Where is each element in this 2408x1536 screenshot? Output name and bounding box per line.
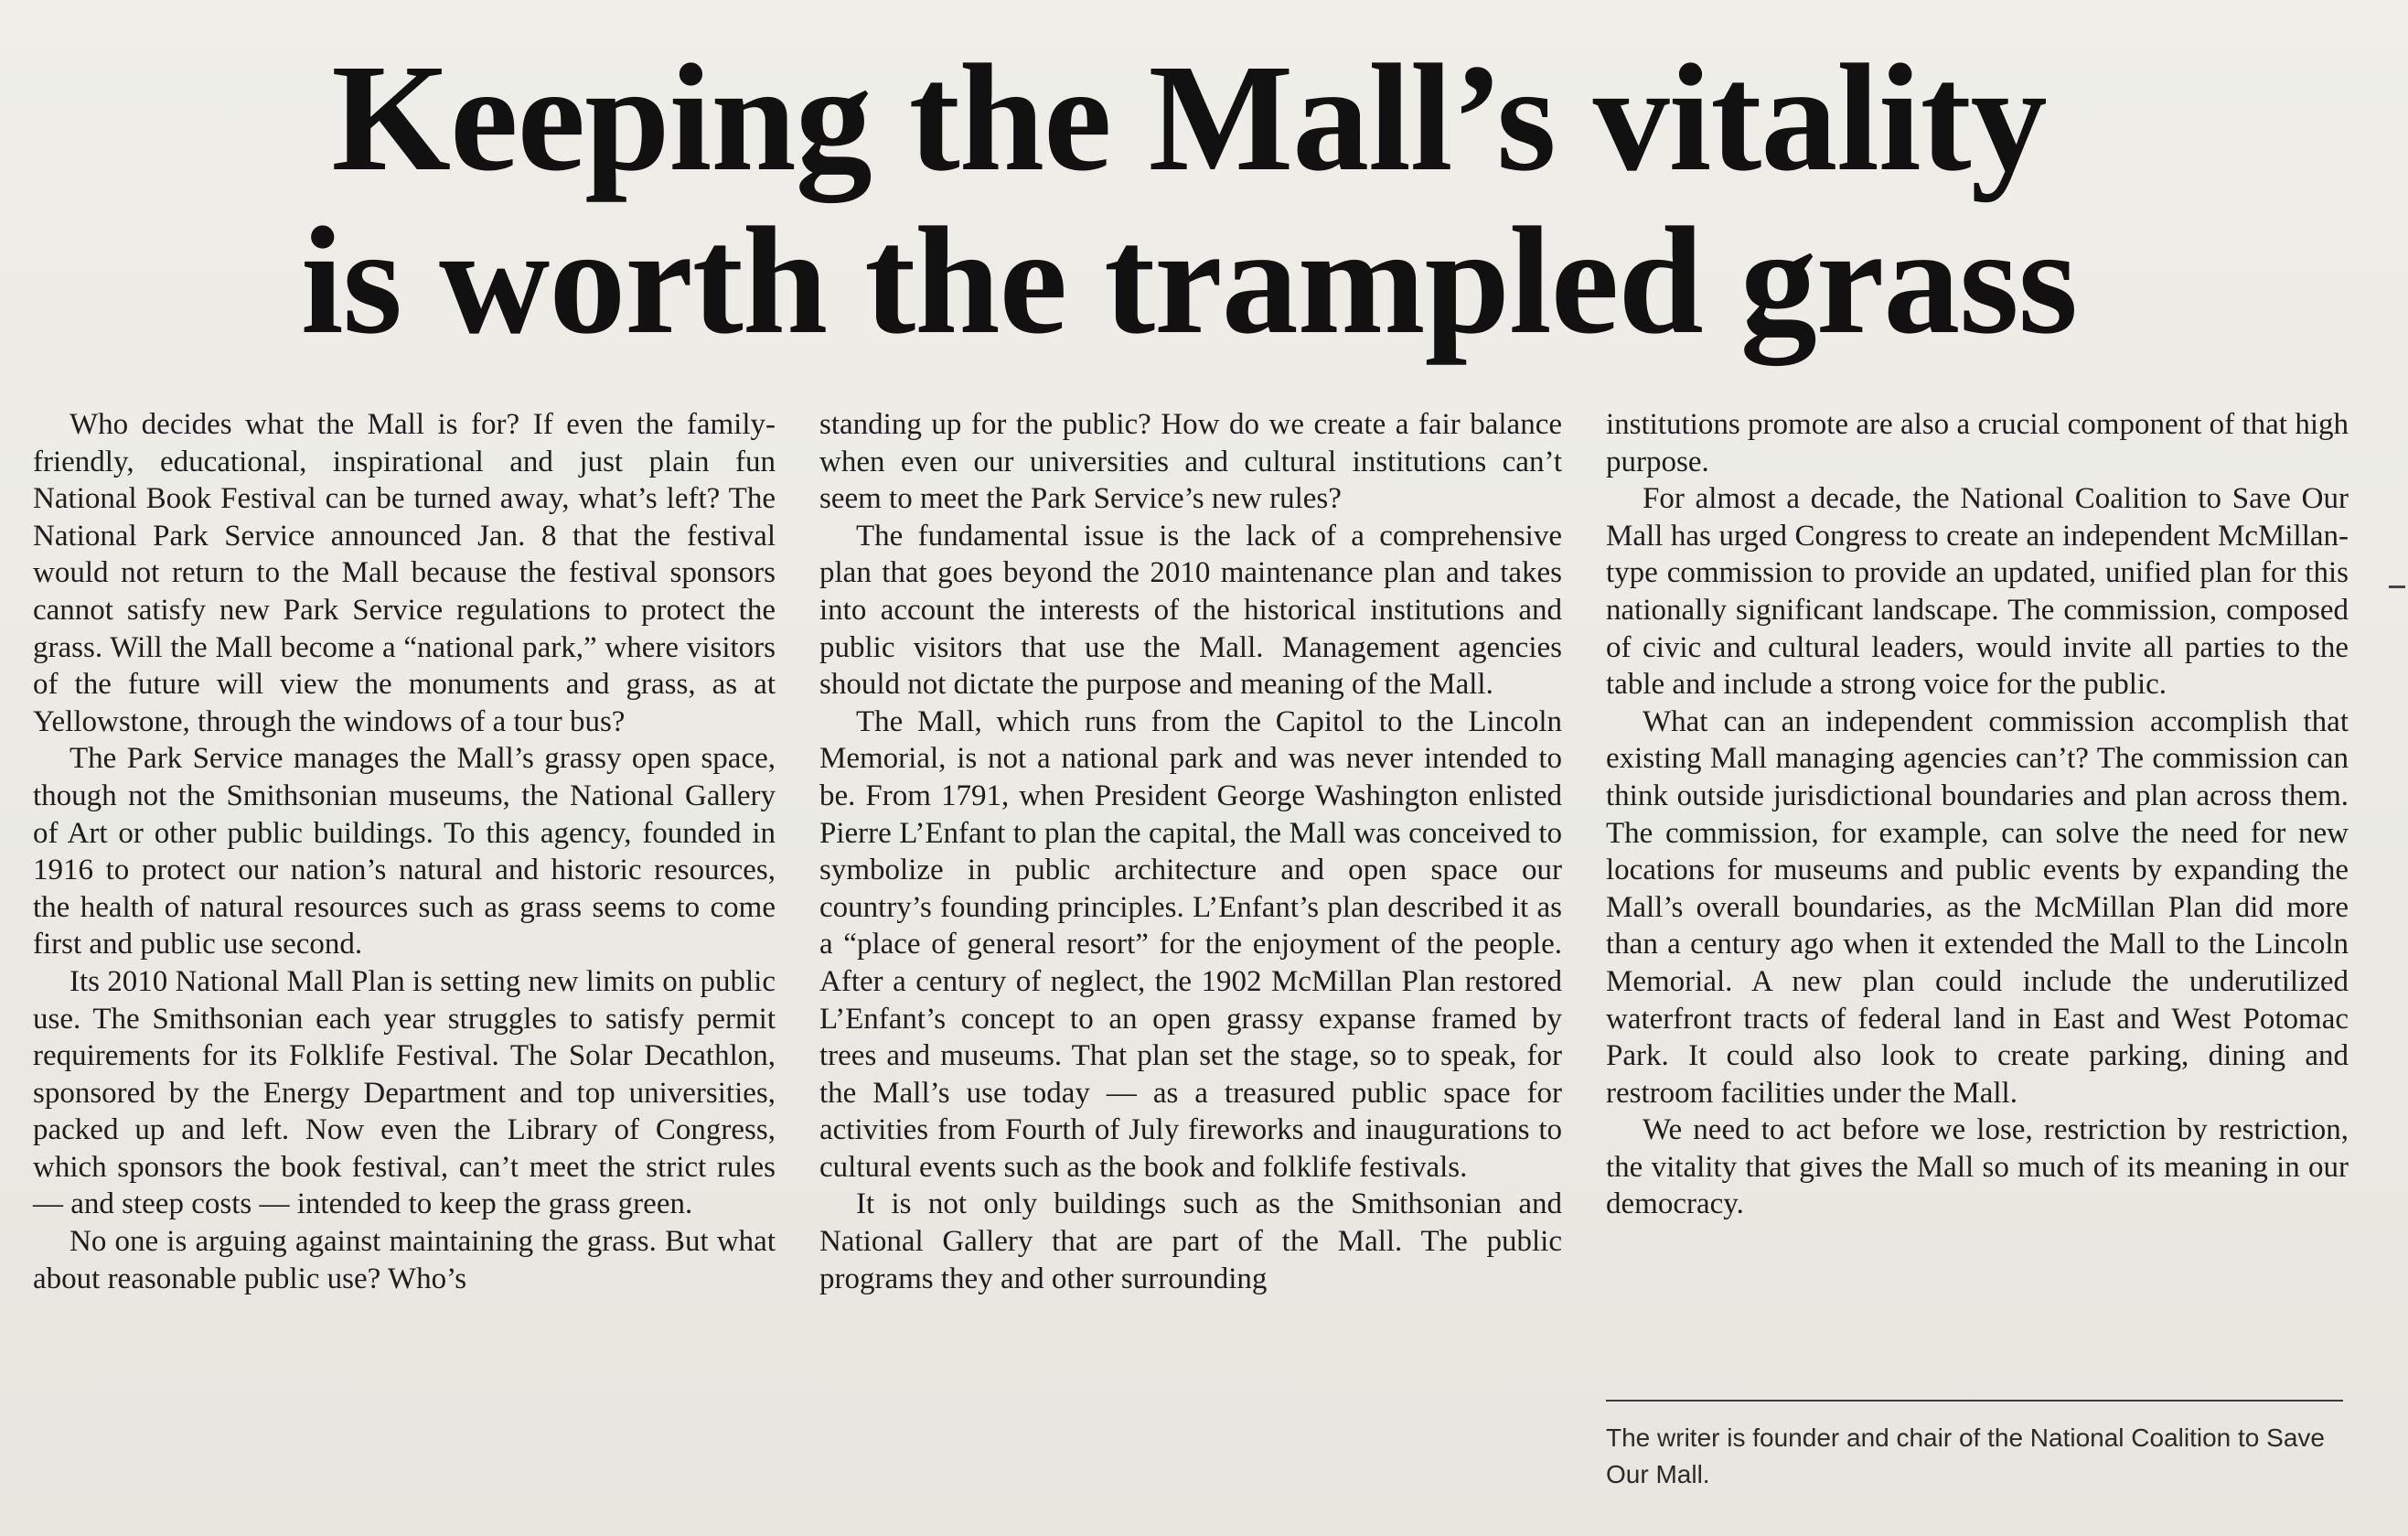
paragraph: What can an independent commission accomplish that existing Mall managing agencies can’t? The commission can think outside jurisdictional boundaries and plan across them. The commission, for example, can solve the need for new locations for museums and public events by expanding the Mall’s overall boundaries, as the McMillan Plan did more than a century ago when it extended the Mall to the Lincoln Memorial. A new plan could include the underutilized waterfront tracts of federal land in East and West Potomac Park. It could also look to create parking, dining and restroom facilities under the Mall. bbox=[1606, 704, 2349, 1110]
article-column-3 bbox=[1606, 406, 2349, 1504]
paragraph: Who decides what the Mall is for? If even the family-friendly, educational, inspirational and just plain fun National Book Festival can be turned away, what’s left? The National Park Service announced Jan. 8 that the festival would not return to the Mall because the festival sponsors cannot satisfy new Park Service regulations to protect the grass. Will the Mall become a “national park,” where visitors of the future will view the monuments and grass, as at Yellowstone, through the windows of a tour bus? bbox=[33, 408, 776, 738]
paragraph-continued: institutions promote are also a crucial component of that high purpose. bbox=[1606, 408, 2349, 478]
paragraph: The Mall, which runs from the Capitol to the Lincoln Memorial, is not a national park and was never intended to be. From 1791, when President George Washington enlisted Pierre L’Enfant to plan the capital, the Mall was conceived to symbolize in public architecture and open space our country’s founding principles. L’Enfant’s plan described it as a “place of general resort” for the enjoyment of the people. After a century of neglect, the 1902 McMillan Plan restored L’Enfant’s concept to an open grassy expanse framed by trees and museums. That plan set the stage, so to speak, for the Mall’s use today — as a treasured public space for activities from Fourth of July fireworks and inaugurations to cultural events such as the book and folklife festivals. bbox=[819, 704, 1562, 1184]
author-credit: The writer is founder and chair of the National Coalition to Save Our Mall. bbox=[1606, 1423, 2325, 1488]
divider-rule bbox=[1606, 1400, 2343, 1402]
headline bbox=[274, 33, 2103, 366]
paragraph: The Park Service manages the Mall’s grassy open space, though not the Smithsonian museums, the National Gallery of Art or other public buildings. To this agency, founded in 1916 to protect our nation’s natural and historic resources, the health of natural resources such as grass seems to come first and public use second. bbox=[33, 742, 776, 961]
article-column-1 bbox=[33, 406, 776, 1504]
paragraph-continued: standing up for the public? How do we create a fair balance when even our universities and cultural institutions can’t seem to meet the Park Service’s new rules? bbox=[819, 408, 1562, 516]
paragraph: Its 2010 National Mall Plan is setting new limits on public use. The Smithsonian each year struggles to satisfy permit requirements for its Folklife Festival. The Solar Decathlon, sponsored by the Energy Department and top universities, packed up and left. Now even the Library of Congress, which sponsors the book festival, can’t meet the strict rules — and steep costs — intended to keep the grass green. bbox=[33, 964, 776, 1221]
paragraph: For almost a decade, the National Coalition to Save Our Mall has urged Congress to create an independent McMillan-type commission to provide an updated, unified plan for this nationally significant landscape. The commission, composed of civic and cultural leaders, would invite all parties to the table and include a strong voice for the public. bbox=[1606, 482, 2349, 702]
crop-mark bbox=[2389, 585, 2405, 588]
headline-line-2: is worth the trampled grass bbox=[300, 196, 2078, 366]
paragraph: The fundamental issue is the lack of a comprehensive plan that goes beyond the 2010 maintenance plan and takes into account the interests of the historical institutions and public visitors that use the Mall. Management agencies should not dictate the purpose and meaning of the Mall. bbox=[819, 519, 1562, 702]
headline-line-1: Keeping the Mall’s vitality bbox=[331, 33, 2047, 203]
paragraph: We need to act before we lose, restriction by restriction, the vitality that gives the Mall so much of its meaning in our democracy. bbox=[1606, 1113, 2349, 1221]
paragraph: It is not only buildings such as the Smithsonian and National Gallery that are part of the Mall. The public programs they and other surrounding bbox=[819, 1187, 1562, 1295]
paragraph: No one is arguing against maintaining the grass. But what about reasonable public use? Who’s bbox=[33, 1225, 776, 1295]
article-column-2 bbox=[819, 406, 1562, 1504]
